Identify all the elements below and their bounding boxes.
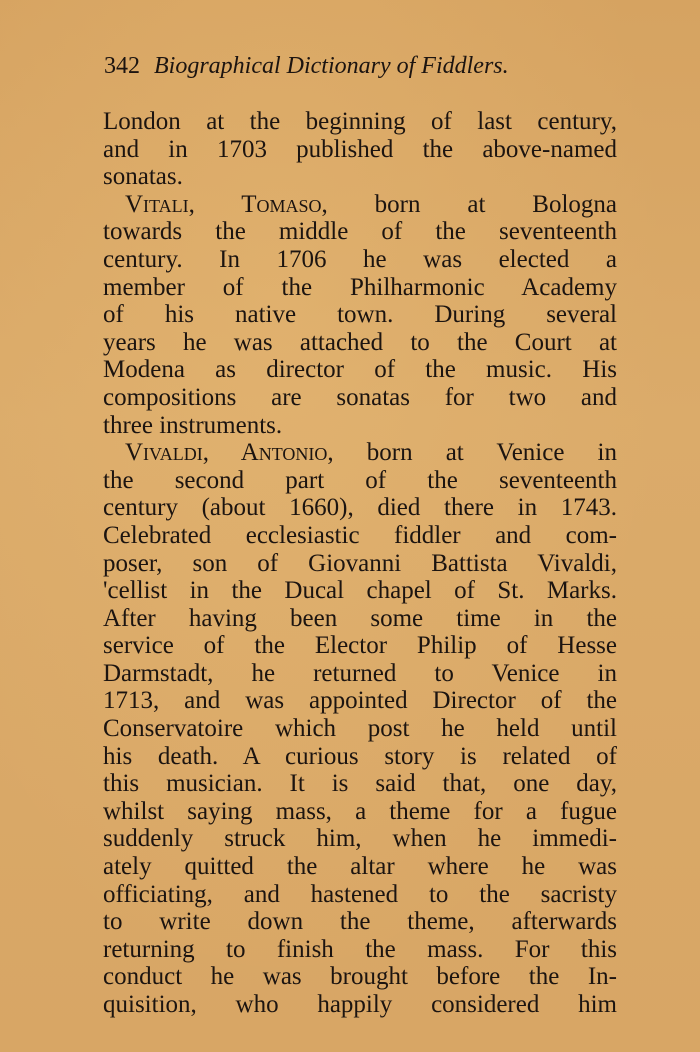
text-line: conduct he was brought before the In-: [103, 963, 617, 991]
entry-heading-line-vivaldi: [103, 439, 617, 467]
text-line: three instruments.: [103, 411, 283, 439]
text-line: to write down the theme, afterwards: [103, 908, 617, 936]
text-line: member of the Philharmonic Academy: [103, 273, 617, 301]
text-line: quisition, who happily considered him: [103, 991, 617, 1018]
page-header: [104, 52, 509, 80]
text-line: years he was attached to the Court at: [103, 328, 617, 356]
text-line: of his native town. During several: [103, 301, 617, 329]
text-line: sonatas.: [103, 163, 183, 191]
entry-name-vitali: Vitali, Tomaso,: [125, 190, 328, 218]
text-line: service of the Elector Philip of Hesse: [103, 632, 617, 660]
text-line: After having been some time in the: [103, 604, 617, 632]
text-line: his death. A curious story is related of: [103, 742, 617, 770]
text-line: towards the middle of the seventeenth: [103, 218, 617, 246]
body-text: [103, 108, 617, 1019]
text-line: this musician. It is said that, one day,: [103, 770, 617, 798]
text-line: and in 1703 published the above-named: [103, 135, 617, 163]
text-line: officiating, and hastened to the sacristy: [103, 880, 617, 908]
text-line: century (about 1660), died there in 1743.: [103, 494, 617, 522]
text-line: compositions are sonatas for two and: [103, 383, 617, 411]
text-line: suddenly struck him, when he immedi-: [103, 825, 617, 853]
entry-name-vivaldi: Vivaldi, Antonio,: [125, 439, 334, 467]
text-line: century. In 1706 he was elected a: [103, 245, 617, 273]
entry-text: born at Bologna: [327, 190, 617, 218]
text-line: Modena as director of the music. His: [103, 356, 617, 384]
text-line: Celebrated ecclesiastic fiddler and com-: [103, 521, 617, 549]
text-line: returning to finish the mass. For this: [103, 935, 617, 963]
text-line: ately quitted the altar where he was: [103, 853, 617, 881]
text-line: 'cellist in the Ducal chapel of St. Marks.: [103, 577, 617, 605]
text-line: whilst saying mass, a theme for a fugue: [103, 797, 617, 825]
text-line: poser, son of Giovanni Battista Vivaldi,: [103, 549, 617, 577]
text-line: Darmstadt, he returned to Venice in: [103, 659, 617, 687]
entry-text: born at Venice in: [333, 439, 617, 467]
page-number: 342: [104, 53, 140, 79]
text-line: Conservatoire which post he held until: [103, 715, 617, 743]
text-line: 1713, and was appointed Director of the: [103, 687, 617, 715]
running-title: Biographical Dictionary of Fiddlers.: [154, 53, 509, 79]
text-line: London at the beginning of last century,: [103, 108, 617, 135]
text-line: the second part of the seventeenth: [103, 466, 617, 494]
entry-heading-line-vitali: [103, 191, 617, 219]
